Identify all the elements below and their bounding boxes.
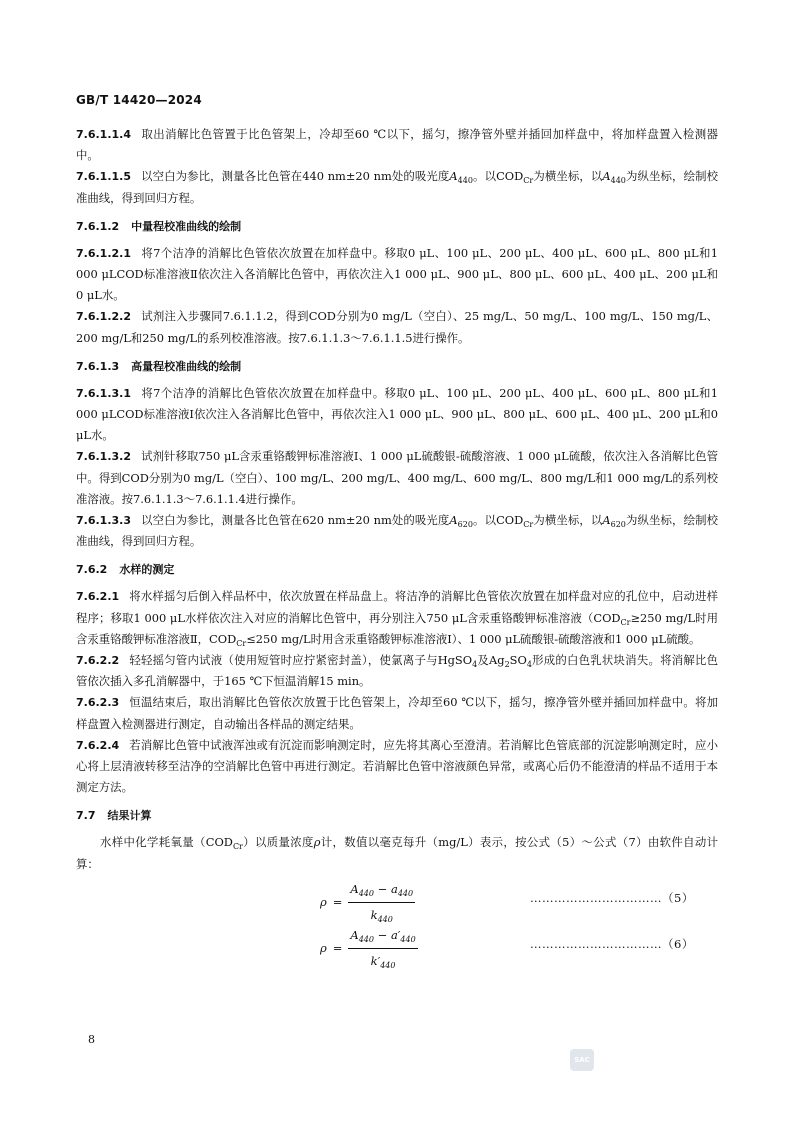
clause-number: 7.6.1.1.4: [76, 128, 131, 141]
equals-sign: =: [332, 940, 343, 955]
clause-number: 7.6.2.3: [76, 696, 120, 710]
minus-sign: −: [374, 881, 391, 896]
page-number: 8: [88, 1033, 95, 1046]
paragraph-7-6-1-1-4: [76, 124, 718, 166]
clause-text: 及Ag: [477, 653, 505, 668]
clause-number: 7.6.1.3.1: [76, 386, 131, 400]
clause-text: 以空白为参比，测量各比色管在620 nm±20 nm处的吸光度: [140, 513, 450, 528]
denominator: [371, 903, 393, 926]
clause-number: 7.6.1.3.2: [76, 450, 131, 464]
section-number: 7.6.1.3: [76, 359, 120, 373]
section-heading-7-7: [76, 807, 718, 824]
term-subscript: 440: [397, 888, 414, 898]
formula-subscript: 4: [472, 660, 478, 670]
paragraph-7-6-1-3-3: [76, 510, 718, 552]
clause-text: 为横坐标，以: [533, 169, 603, 184]
numerator-term: a′: [390, 927, 401, 942]
paragraph-7-6-1-2-1: [76, 243, 718, 307]
paragraph-7-6-1-1-5: [76, 166, 718, 208]
standard-number-header: GB/T 14420—2024: [76, 93, 202, 107]
fraction: [348, 925, 417, 972]
absorbance-subscript: 440: [610, 176, 626, 186]
formula-lhs: ρ: [320, 940, 327, 955]
section-title: 结果计算: [107, 809, 152, 823]
cod-subscript: Cr: [232, 842, 243, 852]
term-subscript: 440: [400, 934, 416, 944]
cod-subscript: Cr: [523, 176, 534, 186]
dot-leader: ……………………………: [530, 890, 662, 905]
paragraph-7-6-1-3-1: [76, 383, 718, 447]
paragraph-7-6-2-2: [76, 650, 718, 692]
term-subscript: 440: [358, 888, 374, 898]
absorbance-symbol: A: [602, 513, 611, 528]
absorbance-symbol: A: [602, 169, 611, 184]
absorbance-subscript: 620: [610, 520, 626, 530]
numerator: [348, 925, 417, 949]
paragraph-7-6-2-3: [76, 692, 718, 734]
term-subscript: 440: [358, 934, 374, 944]
clause-text: ≥250 mg/L时用含汞重铬酸钾标准溶液Ⅱ，COD: [76, 610, 718, 646]
result-calculation-intro: [76, 832, 718, 874]
formula-expression: [320, 879, 415, 926]
clause-number: 7.6.1.2.2: [76, 310, 131, 324]
paragraph-7-6-1-2-2: [76, 306, 718, 348]
numerator-term: a: [390, 881, 398, 896]
clause-text: 。以COD: [472, 513, 524, 528]
fraction: [348, 879, 415, 926]
dot-leader: ……………………………: [530, 936, 662, 951]
formula-expression: [320, 925, 418, 972]
paragraph-7-6-1-3-2: [76, 446, 718, 510]
equals-sign: =: [332, 894, 343, 909]
clause-number: 7.6.1.1.5: [76, 170, 131, 184]
clause-number: 7.6.2.2: [76, 654, 120, 668]
clause-text: 为纵坐标，绘制校准曲线，得到回归方程。: [76, 169, 718, 205]
numerator-term: A: [350, 881, 359, 896]
paragraph-7-6-2-4: [76, 735, 718, 799]
formula-leader: [530, 934, 694, 955]
numerator-term: A: [350, 927, 359, 942]
formula-lhs: ρ: [320, 894, 327, 909]
clause-text: 取出消解比色管置于比色管架上，冷却至60 ℃以下，摇匀，擦净管外壁并插回加样盘中，将加样盘置入检测器中。: [76, 127, 718, 163]
clause-text: 将7个洁净的消解比色管依次放置在加样盘中。移取0 μL、100 μL、200 μL、400 μL、600 μL、800 μL和1 000 μLCOD标准溶液Ⅱ依次注入各消解比色管中，再依次注入1 000 μL、900 μL、800 μL、600 μL、400 μL、200 μL和0 μL水。: [76, 245, 718, 303]
section-number: 7.7: [76, 809, 96, 823]
clause-text: 为横坐标，以: [533, 513, 603, 528]
cod-subscript: Cr: [236, 638, 247, 648]
absorbance-subscript: 620: [457, 520, 473, 530]
clause-text: 将7个洁净的消解比色管依次放置在加样盘中。移取0 μL、100 μL、200 μL、400 μL、600 μL、800 μL和1 000 μLCOD标准溶液Ⅰ依次注入各消解比色管中，再依次注入1 000 μL、900 μL、800 μL、600 μL、400 μL、200 μL和0 μL水。: [76, 385, 718, 443]
clause-text: 。以COD: [472, 169, 524, 184]
section-title: 高量程校准曲线的绘制: [131, 359, 242, 373]
clause-text: 形成的白色乳状块消失。将消解比色管依次插入多孔消解器中，于165 ℃下恒温消解15 min。: [76, 653, 718, 689]
term-subscript: 440: [377, 915, 393, 925]
sac-watermark-logo: SAC: [570, 1049, 594, 1071]
section-number: 7.6.2: [76, 563, 108, 577]
numerator: [348, 879, 415, 903]
main-content: [76, 124, 718, 971]
clause-text: ≤250 mg/L时用含汞重铬酸钾标准溶液Ⅰ）、1 000 μL硫酸银-硫酸溶液和1 000 μL硫酸。: [246, 631, 701, 646]
formula-5: [76, 879, 718, 925]
absorbance-subscript: 440: [457, 176, 473, 186]
cod-subscript: Cr: [620, 617, 631, 627]
section-heading-7-6-2: [76, 561, 718, 578]
intro-text: ）以质量浓度: [242, 835, 314, 850]
term-subscript: 440: [380, 961, 396, 971]
formula-number: （6）: [662, 936, 694, 951]
absorbance-symbol: A: [449, 169, 458, 184]
intro-text: 计，数值以毫克每升（mg/L）表示，按公式（5）～公式（7）由软件自动计算：: [76, 835, 718, 871]
section-heading-7-6-1-3: [76, 358, 718, 375]
absorbance-symbol: A: [449, 513, 458, 528]
denominator-term: k′: [370, 954, 381, 969]
clause-number: 7.6.2.1: [76, 590, 120, 604]
paragraph-7-6-2-1: [76, 586, 718, 650]
section-heading-7-6-1-2: [76, 218, 718, 235]
intro-text: 水样中化学耗氧量（COD: [100, 835, 233, 850]
formula-subscript: 2: [504, 660, 510, 670]
section-title: 中量程校准曲线的绘制: [131, 219, 242, 233]
rho-symbol: ρ: [313, 835, 321, 850]
clause-text: 试剂注入步骤同7.6.1.1.2，得到COD分别为0 mg/L（空白）、25 mg/L、50 mg/L、100 mg/L、150 mg/L、200 mg/L和250 mg/L的系列校准溶液。按7.6.1.1.3～7.6.1.1.5进行操作。: [76, 309, 718, 345]
formula-subscript: 4: [526, 660, 532, 670]
formula-6: [76, 925, 718, 971]
clause-text: 为纵坐标，绘制校准曲线，得到回归方程。: [76, 513, 718, 549]
clause-number: 7.6.1.3.3: [76, 514, 131, 528]
clause-text: 试剂针移取750 μL含汞重铬酸钾标准溶液Ⅰ、1 000 μL硫酸银-硫酸溶液、1 000 μL硫酸，依次注入各消解比色管中。得到COD分别为0 mg/L（空白）、100 mg/L、200 mg/L、400 mg/L、600 mg/L、800 mg/L和1 000 mg/L的系列校准溶液。按7.6.1.1.3～7.6.1.1.4进行操作。: [76, 449, 718, 506]
denominator-term: k: [370, 908, 378, 923]
clause-number: 7.6.2.4: [76, 738, 120, 752]
clause-number: 7.6.1.2.1: [76, 246, 131, 260]
clause-text: 以空白为参比，测量各比色管在440 nm±20 nm处的吸光度: [140, 169, 450, 184]
minus-sign: −: [374, 927, 391, 942]
clause-text: 将水样摇匀后倒入样品杯中，依次放置在样品盘上。将洁净的消解比色管依次放置在加样盘对应的孔位中，启动进样程序；移取1 000 μL水样依次注入对应的消解比色管中，再分别注入750 μL含汞重铬酸钾标准溶液（COD: [76, 589, 718, 625]
clause-text: SO: [509, 653, 527, 668]
section-number: 7.6.1.2: [76, 219, 120, 233]
section-title: 水样的测定: [119, 563, 175, 577]
denominator: [371, 949, 396, 972]
clause-text: 恒温结束后，取出消解比色管依次放置于比色管架上，冷却至60 ℃以下，摇匀，擦净管外壁并插回加样盘中。将加样盘置入检测器进行测定，自动输出各样品的测定结果。: [76, 695, 718, 731]
clause-text: 轻轻摇匀管内试液（使用短管时应拧紧密封盖），使氯离子与HgSO: [129, 653, 473, 668]
formula-number: （5）: [662, 890, 694, 905]
clause-text: 若消解比色管中试液浑浊或有沉淀而影响测定时，应先将其离心至澄清。若消解比色管底部的沉淀影响测定时，应小心将上层清液转移至洁净的空消解比色管中再进行测定。若消解比色管中溶液颜色异常，或离心后仍不能澄清的样品不适用于本测定方法。: [76, 737, 718, 795]
formula-leader: [530, 888, 694, 909]
cod-subscript: Cr: [523, 520, 534, 530]
